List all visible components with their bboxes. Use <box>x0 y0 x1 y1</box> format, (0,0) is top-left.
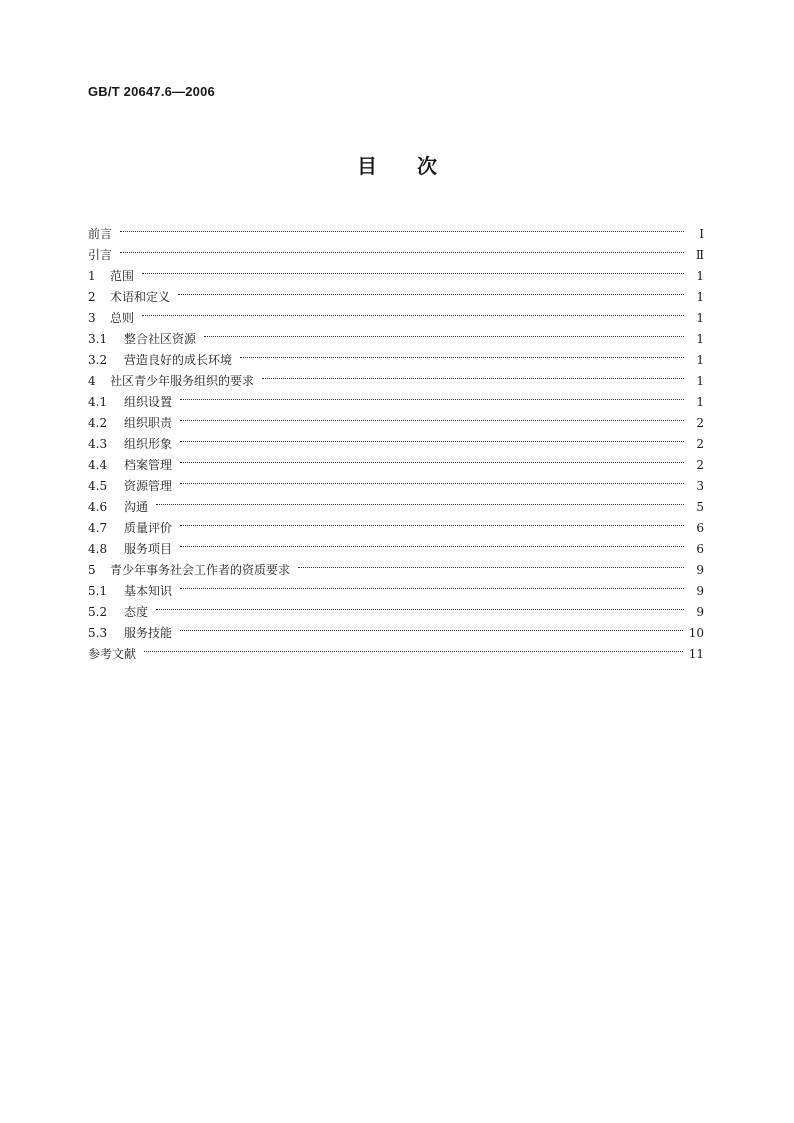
toc-entry[interactable] <box>88 448 704 472</box>
toc-entry-label: 整合社区资源 <box>124 332 197 346</box>
toc-entry-page: 1 <box>696 311 704 325</box>
toc-entry-label: 资源管理 <box>124 479 173 493</box>
toc-entry-label: 术语和定义 <box>110 290 171 304</box>
title-char-1: 目 <box>357 154 377 178</box>
toc-entry-page: 9 <box>696 563 704 577</box>
toc-entry[interactable] <box>88 322 704 346</box>
page-title <box>0 150 794 179</box>
toc-entry-label: 引言 <box>88 248 113 262</box>
toc-entry[interactable] <box>88 595 704 619</box>
toc-entry-page: 1 <box>696 353 704 367</box>
toc-dot-leader <box>142 301 684 322</box>
toc-dot-leader <box>180 616 683 637</box>
toc-dot-leader <box>240 343 684 364</box>
toc-dot-leader <box>142 259 684 280</box>
toc-entry-number: 1 <box>88 269 96 283</box>
toc-entry-label: 营造良好的成长环境 <box>124 353 233 367</box>
toc-dot-leader <box>178 280 684 301</box>
toc-entry-number: 4.6 <box>88 500 108 514</box>
toc-entry-label: 质量评价 <box>124 521 173 535</box>
toc-entry[interactable] <box>88 217 704 241</box>
toc-entry[interactable] <box>88 385 704 409</box>
toc-entry-number: 3 <box>88 311 96 325</box>
toc-entry-number: 4.3 <box>88 437 108 451</box>
toc-entry-label: 总则 <box>110 311 135 325</box>
toc-entry-page: 1 <box>696 395 704 409</box>
toc-entry[interactable] <box>88 637 704 661</box>
toc-dot-leader <box>180 574 684 595</box>
toc-entry-label: 组织设置 <box>124 395 173 409</box>
toc-dot-leader <box>120 217 684 238</box>
toc-entry-page: 1 <box>696 290 704 304</box>
toc-entry-number: 5.3 <box>88 626 108 640</box>
toc-entry-page: 9 <box>696 605 704 619</box>
toc-entry-number: 5 <box>88 563 96 577</box>
toc-entry-page: 10 <box>688 626 704 640</box>
toc-entry[interactable] <box>88 406 704 430</box>
toc-entry-page: 2 <box>696 416 704 430</box>
toc-entry-page: Ⅱ <box>695 248 704 262</box>
toc-entry-label: 社区青少年服务组织的要求 <box>110 374 255 388</box>
toc-entry-page: 11 <box>688 647 704 661</box>
toc-entry-number: 4 <box>88 374 96 388</box>
toc-entry-number: 2 <box>88 290 96 304</box>
toc-dot-leader <box>204 322 684 343</box>
standard-code: GB/T 20647.6—2006 <box>88 84 215 99</box>
toc-dot-leader <box>180 406 684 427</box>
toc-dot-leader <box>180 532 684 553</box>
toc-entry-label: 沟通 <box>124 500 149 514</box>
toc-entry-label: 档案管理 <box>124 458 173 472</box>
toc-entry-label: 态度 <box>124 605 149 619</box>
toc-entry-page: 1 <box>696 374 704 388</box>
toc-entry[interactable] <box>88 553 704 577</box>
toc-entry-label: 基本知识 <box>124 584 173 598</box>
toc-entry-page: 2 <box>696 437 704 451</box>
toc-entry-label: 参考文献 <box>88 647 137 661</box>
table-of-contents <box>88 217 704 661</box>
toc-entry-page: 3 <box>696 479 704 493</box>
toc-entry-label: 服务项目 <box>124 542 173 556</box>
toc-dot-leader <box>180 448 684 469</box>
toc-entry[interactable] <box>88 280 704 304</box>
toc-entry-label: 组织形象 <box>124 437 173 451</box>
toc-entry-page: Ⅰ <box>699 227 704 241</box>
toc-dot-leader <box>180 385 684 406</box>
toc-entry[interactable] <box>88 511 704 535</box>
title-char-2: 次 <box>417 154 437 178</box>
toc-entry[interactable] <box>88 301 704 325</box>
toc-dot-leader <box>180 427 684 448</box>
toc-entry-number: 4.7 <box>88 521 108 535</box>
toc-entry-page: 5 <box>696 500 704 514</box>
toc-entry-number: 4.4 <box>88 458 108 472</box>
toc-entry-number: 5.1 <box>88 584 108 598</box>
toc-entry[interactable] <box>88 616 704 640</box>
toc-entry[interactable] <box>88 238 704 262</box>
toc-entry-page: 6 <box>696 521 704 535</box>
toc-entry-label: 组织职责 <box>124 416 173 430</box>
toc-entry-number: 4.2 <box>88 416 108 430</box>
toc-dot-leader <box>144 637 683 658</box>
toc-dot-leader <box>120 238 684 259</box>
toc-entry-page: 1 <box>696 269 704 283</box>
toc-entry-label: 青少年事务社会工作者的资质要求 <box>110 563 291 577</box>
toc-dot-leader <box>262 364 684 385</box>
toc-entry-label: 服务技能 <box>124 626 173 640</box>
toc-entry[interactable] <box>88 490 704 514</box>
toc-dot-leader <box>298 553 684 574</box>
toc-entry-number: 3.2 <box>88 353 108 367</box>
toc-entry-page: 1 <box>696 332 704 346</box>
toc-entry-number: 5.2 <box>88 605 108 619</box>
toc-entry-number: 3.1 <box>88 332 108 346</box>
toc-entry[interactable] <box>88 532 704 556</box>
toc-dot-leader <box>156 490 684 511</box>
toc-entry[interactable] <box>88 259 704 283</box>
toc-entry[interactable] <box>88 427 704 451</box>
toc-entry-page: 9 <box>696 584 704 598</box>
toc-entry-label: 范围 <box>110 269 135 283</box>
toc-entry[interactable] <box>88 574 704 598</box>
toc-entry-page: 6 <box>696 542 704 556</box>
toc-entry-number: 4.8 <box>88 542 108 556</box>
toc-dot-leader <box>180 469 684 490</box>
toc-entry-number: 4.1 <box>88 395 108 409</box>
toc-dot-leader <box>180 511 684 532</box>
toc-entry[interactable] <box>88 469 704 493</box>
toc-dot-leader <box>156 595 684 616</box>
toc-entry-number: 4.5 <box>88 479 108 493</box>
toc-entry-page: 2 <box>696 458 704 472</box>
toc-entry-label: 前言 <box>88 227 113 241</box>
